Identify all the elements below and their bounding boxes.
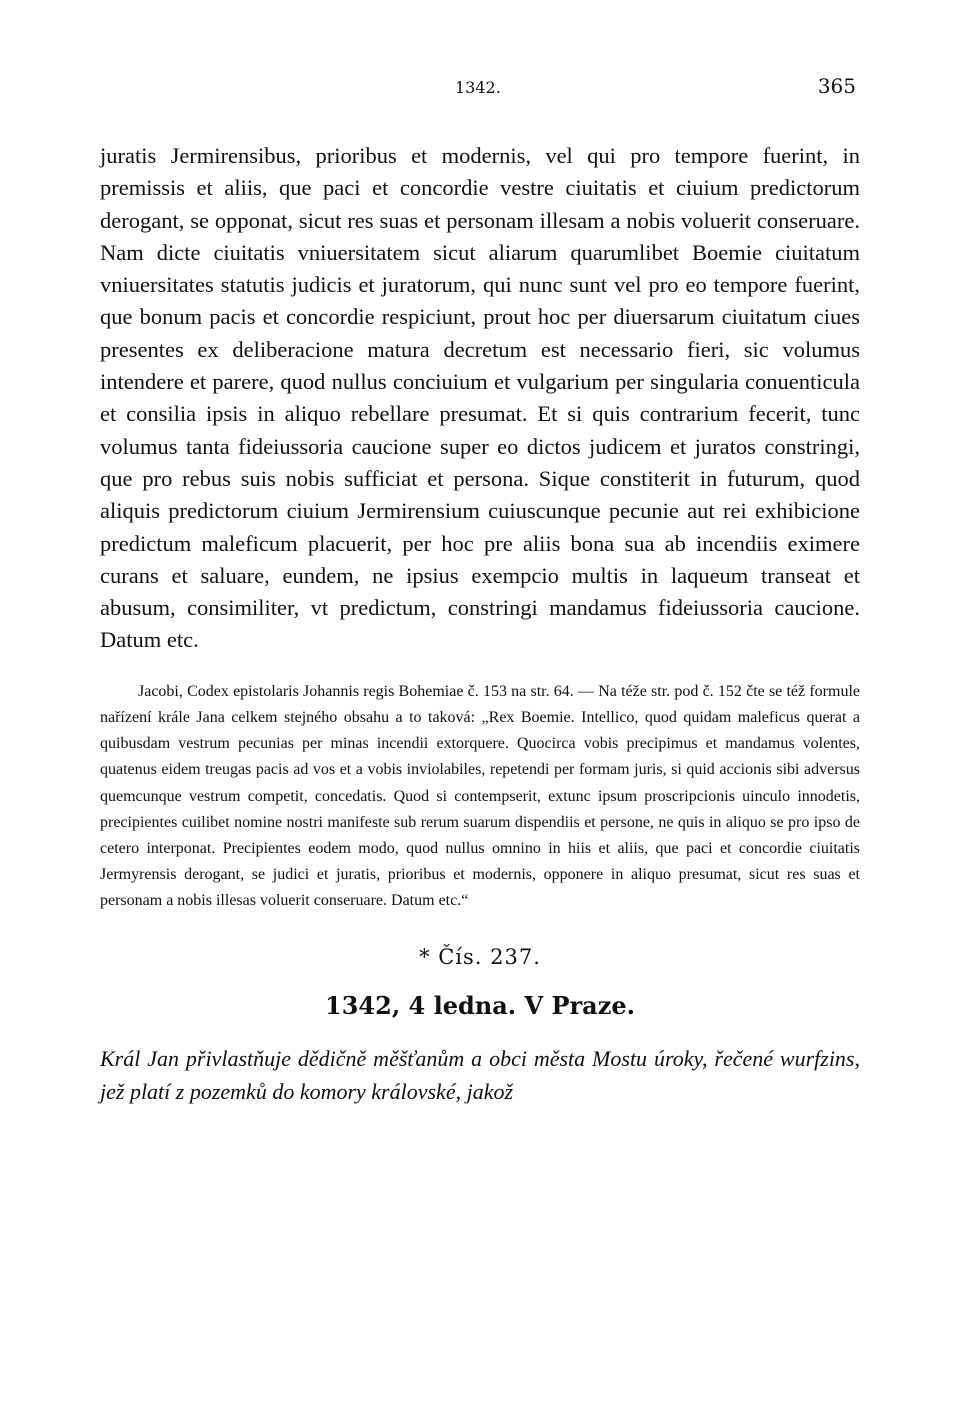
editorial-note (100, 679, 860, 915)
running-year: 1342. (455, 78, 501, 97)
editorial-note-text: Jacobi, Codex epistolaris Johannis regis Bohemiae č. 153 na str. 64. — Na téže str. pod č. 152 čte se též formule nařízení krále Jana celkem stejného obsahu a to taková: „Rex Boemie. Intellico, quod quidam maleficus querat a quibusdam vestrum pecunias per minas incendii extorquere. Quocirca vobis precipimus et mandamus volentes, quatenus eidem treugas pacis ad vos et a vobis inviolabiles, repetendi per formam juris, si quid accionis sibi adversus quemcunque vestrum competit, concedatis. Quod si contempserit, extunc ipsum proscripcionis uinculo innodetis, precipientes cuilibet nomine nostri manifeste sub rerum suarum dispendiis et persone, ne quis in aliquo se pro ipso de cetero interponat. Precipientes eodem modo, quod nullus omnino in hiis et aliis, que paci et concordie ciuitatis Jermyrensis derogant, se judici et juratis, prioribus et modernis, opponere in aliquo presumat, sicut res suas et personam a nobis illesas voluerit conseruare. Datum etc.“ (100, 682, 860, 910)
page-number: 365 (817, 74, 856, 98)
main-text-paragraph: juratis Jermirensibus, prioribus et modernis, vel qui pro tempore fuerint, in premissis et aliis, que paci et concordie vestre ciuitatis et ciuium predictorum derogant, se opponat, sicut res suas et personam illesam a nobis voluerit conseruare. Nam dicte ciuitatis vniuersitatem sicut aliarum quarumlibet Boemie ciuitatum vniuersitates statutis judicis et juratorum, qui nunc sunt vel pro eo tempore fuerint, que bonum pacis et concordie respiciunt, prout hoc per diuersarum ciuitatum ciues presentes ex deliberacione matura decretum est necessario fieri, sic volumus intendere et parere, quod nullus conciuium et vulgarium per singularia conuenticula et consilia ipsis in aliquo rebellare presumat. Et si quis contrarium fecerit, tunc volumus tanta fideiussoria caucione super eo dictos judicem et juratos constringi, que pro rebus suis nobis sufficiat et persona. Sique constiterit in futurum, quod aliquis predictorum ciuium Jermirensium cuiuscunque pecunie aut rei exhibicione predictum maleficum placuerit, per hoc pre aliis bona sua ab incendiis eximere curans et saluare, eundem, ne ipsius exempcio multis in laqueum transeat et abusum, consimiliter, vt predictum, constringi mandamus fideiussoria caucione. Datum etc. (100, 143, 860, 653)
document-date-place: 1342, 4 ledna. V Praze. (325, 990, 635, 1020)
book-page (100, 70, 860, 1108)
regest-text: Král Jan přivlastňuje dědičně měšťanům a obci města Mostu úroky, řečené wurfzins, jež platí z pozemků do komory královské, jakož (100, 1045, 860, 1104)
document-number: * Čís. 237. (419, 944, 541, 969)
running-head (100, 70, 860, 110)
regest-block (100, 1042, 860, 1108)
main-text-block (100, 140, 860, 657)
